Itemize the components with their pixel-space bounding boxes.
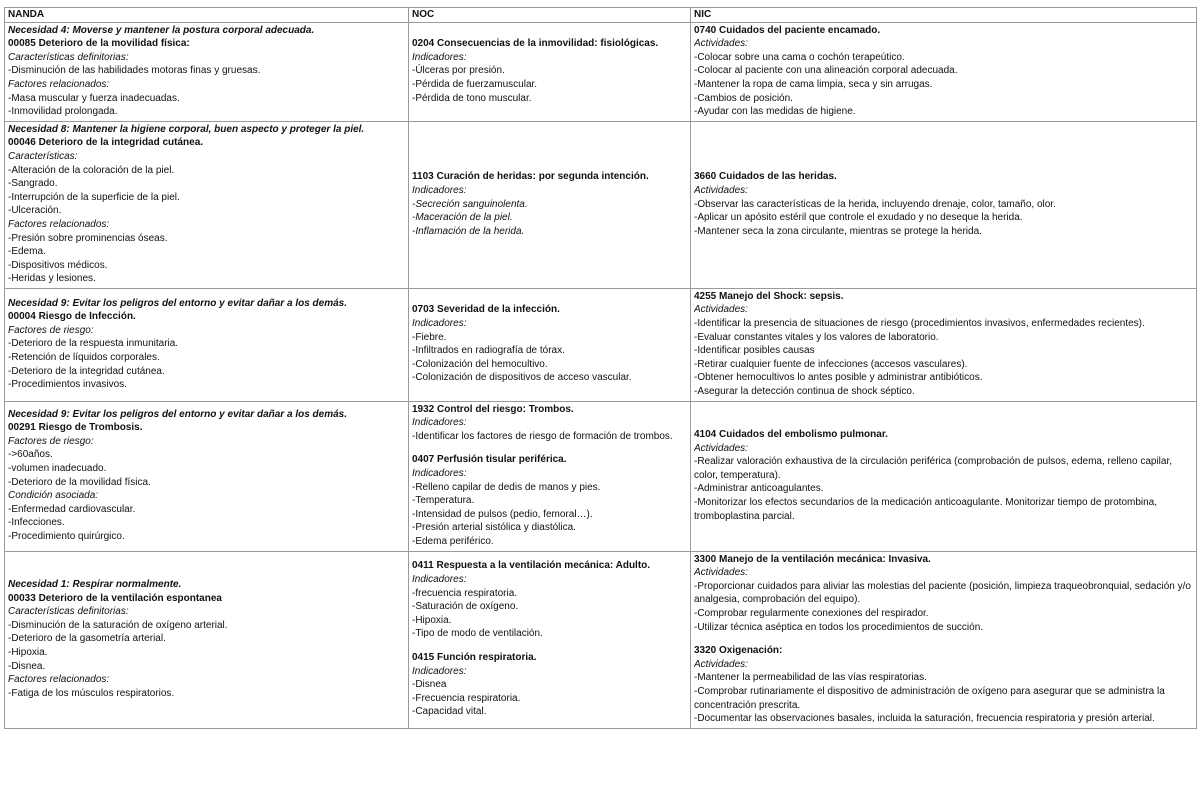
list-item: -Frecuencia respiratoria. [412,692,521,704]
list-item: -Presión arterial sistólica y diastólica. [412,522,576,534]
header-nanda: NANDA [5,8,409,23]
diagnosis-title: 00004 Riesgo de Infección. [8,311,136,323]
list-item: -Capacidad vital. [412,706,487,718]
list-item: -Disminución de la saturación de oxígeno arterial. [8,619,228,631]
activities-label: Actividades: [694,304,748,316]
list-item: -Comprobar regularmente conexiones del respirador. [694,607,929,619]
list-item: -Enfermedad cardiovascular. [8,503,136,515]
list-item: ->60años. [8,449,53,461]
list-item: -Maceración de la piel. [412,212,513,224]
indicators-label: Indicadores: [412,468,467,479]
need-heading: Necesidad 1: Respirar normalmente. [8,578,182,590]
list-item: -Evaluar constantes vitales y los valores de laboratorio. [694,331,939,343]
group-label: Características definitorias: [8,51,129,63]
need-heading: Necesidad 9: Evitar los peligros del entorno y evitar dañar a los demás. [8,408,348,420]
list-item: -Alteración de la coloración de la piel. [8,164,175,176]
list-item: -Mantener seca la zona circulante, mientras se protege la herida. [694,225,982,237]
indicators-label: Indicadores: [412,417,467,429]
list-item: -Dispositivos médicos. [8,259,108,271]
nanda-cell [5,288,409,401]
list-item: -Documentar las observaciones basales, incluida la saturación, frecuencia respiratoria y presión arterial. [694,713,1155,725]
list-item: -Colonización de dispositivos de acceso vascular. [412,372,632,384]
intervention-title: 3320 Oxigenación: [694,645,783,657]
noc-cell [409,22,691,121]
group-label: Características definitorias: [8,606,129,618]
noc-cell [409,121,691,288]
outcome-title: 1103 Curación de heridas: por segunda intención. [412,171,649,183]
table-row [5,288,1197,401]
diagnosis-title: 00033 Deterioro de la ventilación espontanea [8,592,222,604]
list-item: -Mantener la ropa de cama limpia, seca y sin arrugas. [694,78,933,90]
nic-cell [691,22,1197,121]
list-item: -Identificar posibles causas [694,345,815,357]
intervention-title: 4104 Cuidados del embolismo pulmonar. [694,429,888,441]
list-item: -Saturación de oxígeno. [412,601,519,613]
list-item: -Mantener la permeabilidad de las vías respiratorias. [694,672,927,684]
list-item: -Retención de líquidos corporales. [8,352,160,364]
outcome-title: 1932 Control del riesgo: Trombos. [412,403,574,415]
list-item: -Inmovilidad prolongada. [8,106,118,118]
list-item: -Fatiga de los músculos respiratorios. [8,687,175,699]
list-item: -Ayudar con las medidas de higiene. [694,106,856,118]
activities-label: Actividades: [694,658,748,670]
table-row [5,121,1197,288]
group-label: Factores relacionados: [8,674,110,686]
indicators-label: Indicadores: [412,318,467,330]
group-label: Factores relacionados: [8,218,110,230]
list-item: -Colonización del hemocultivo. [412,358,548,370]
list-item: -Heridas y lesiones. [8,273,96,285]
activities-label: Actividades: [694,38,748,50]
list-item: -Úlceras por presión. [412,65,505,77]
noc-cell [409,551,691,728]
intervention-title: 3300 Manejo de la ventilación mecánica: Invasiva. [694,553,931,565]
nanda-cell [5,401,409,551]
list-item: -Identificar la presencia de situaciones de riesgo (procedimientos invasivos, enfermedades recientes). [694,318,1145,330]
outcome-title: 0703 Severidad de la infección. [412,304,560,316]
list-item: -Interrupción de la superficie de la piel. [8,191,180,203]
intervention-title: 4255 Manejo del Shock: sepsis. [694,290,844,302]
indicators-label: Indicadores: [412,665,467,677]
list-item: -Aplicar un apósito estéril que controle el exudado y no deseque la herida. [694,212,1023,224]
list-item: -Intensidad de pulsos (pedio, femoral…). [412,508,593,520]
table-row [5,551,1197,728]
intervention-title: 3660 Cuidados de las heridas. [694,171,837,183]
diagnosis-title: 00085 Deterioro de la movilidad física: [8,38,190,50]
list-item: -Procedimientos invasivos. [8,379,127,391]
list-item: -Pérdida de fuerzamuscular. [412,78,538,90]
list-item: -Ulceración. [8,205,62,217]
list-item: -Temperatura. [412,495,475,507]
list-item: -Observar las características de la herida, incluyendo drenaje, color, tamaño, olor. [694,198,1056,210]
list-item: -Hipoxia. [412,614,452,626]
group-label: Factores de riesgo: [8,435,94,447]
nanda-cell [5,551,409,728]
list-item: -Tipo de modo de ventilación. [412,628,543,640]
list-item: -Disminución de las habilidades motoras finas y gruesas. [8,65,261,77]
nic-cell [691,401,1197,551]
list-item: -Proporcionar cuidados para aliviar las molestias del paciente (posición, limpieza traqueobronquial, sedación y/o analgesia, comprobación del equipo). [694,580,1191,606]
outcome-title: 0411 Respuesta a la ventilación mecánica: Adulto. [412,560,651,572]
outcome-title: 0415 Función respiratoria. [412,651,537,663]
nanda-cell [5,121,409,288]
list-item: -Pérdida de tono muscular. [412,92,532,104]
list-item: -Retirar cualquier fuente de infecciones (accesos vasculares). [694,358,968,370]
list-item: -Deterioro de la integridad cutánea. [8,365,165,377]
list-item: -Sangrado. [8,178,58,190]
list-item: -Edema. [8,246,46,258]
list-item: -Hipoxia. [8,646,48,658]
list-item: -Deterioro de la movilidad física. [8,476,151,488]
header-row [5,8,1197,23]
indicators-label: Indicadores: [412,51,467,63]
spacer [412,443,687,453]
spacer [694,634,1193,644]
list-item: -Deterioro de la respuesta inmunitaria. [8,338,179,350]
nic-cell [691,121,1197,288]
list-item: -Obtener hemocultivos lo antes posible y administrar antibióticos. [694,372,983,384]
nanda-cell [5,22,409,121]
group-label: Condición asociada: [8,490,99,502]
list-item: -Colocar al paciente con una alineación corporal adecuada. [694,65,958,77]
list-item: -Asegurar la detección continua de shock séptico. [694,386,915,398]
header-nic: NIC [691,8,1197,23]
list-item: -Monitorizar los efectos secundarios de la medicación anticoagulante. Monitorizar tiempo de protombina, tromboplastina parcial. [694,496,1158,522]
group-label: Factores de riesgo: [8,324,94,336]
indicators-label: Indicadores: [412,184,467,196]
list-item: -Presión sobre prominencias óseas. [8,232,168,244]
table-row [5,401,1197,551]
list-item: -Disnea. [8,660,46,672]
indicators-label: Indicadores: [412,573,467,585]
nic-cell [691,551,1197,728]
list-item: -Colocar sobre una cama o cochón terapeútico. [694,51,905,63]
noc-cell [409,401,691,551]
list-item: -Deterioro de la gasometría arterial. [8,633,166,645]
list-item: -Infecciones. [8,517,65,529]
diagnosis-title: 00291 Riesgo de Trombosis. [8,422,143,434]
list-item: -Administrar anticoagulantes. [694,483,824,495]
list-item: -Utilizar técnica aséptica en todos los procedimientos de succión. [694,621,984,633]
list-item: -Comprobar rutinariamente el dispositivo de administración de oxígeno para asegurar que se administra la concentración prescrita. [694,685,1165,711]
activities-label: Actividades: [694,442,748,454]
list-item: -Masa muscular y fuerza inadecuadas. [8,92,180,104]
list-item: -Fiebre. [412,331,447,343]
activities-label: Actividades: [694,567,748,579]
intervention-title: 0740 Cuidados del paciente encamado. [694,24,881,36]
outcome-title: 0204 Consecuencias de la inmovilidad: fisiológicas. [412,38,659,50]
list-item: -Cambios de posición. [694,92,793,104]
noc-cell [409,288,691,401]
list-item: -Secreción sanguinolenta. [412,198,528,210]
list-item: -Infiltrados en radiografía de tórax. [412,345,565,357]
list-item: -Relleno capilar de dedis de manos y pies. [412,481,601,493]
list-item: -frecuencia respiratoria. [412,587,518,599]
group-label: Factores relacionados: [8,78,110,90]
activities-label: Actividades: [694,184,748,196]
list-item: -Realizar valoración exhaustiva de la circulación periférica (comprobación de pulsos, edema, relleno capilar, color, temperatura). [694,456,1173,481]
list-item: -Edema periférico. [412,535,494,547]
list-item: -Identificar los factores de riesgo de formación de trombos. [412,430,673,442]
list-item: -volumen inadecuado. [8,463,107,474]
need-heading: Necesidad 8: Mantener la higiene corporal, buen aspecto y proteger la piel. [8,123,365,135]
care-plan-table [4,7,1197,729]
diagnosis-title: 00046 Deterioro de la integridad cutánea. [8,137,204,149]
header-noc: NOC [409,8,691,23]
outcome-title: 0407 Perfusión tisular periférica. [412,454,567,466]
group-label: Características: [8,150,78,162]
nic-cell [691,288,1197,401]
list-item: -Procedimiento quirúrgico. [8,530,125,542]
list-item: -Disnea [412,679,447,691]
need-heading: Necesidad 4: Moverse y mantener la postura corporal adecuada. [8,24,315,36]
table-row [5,22,1197,121]
list-item: -Inflamación de la herida. [412,225,525,237]
need-heading: Necesidad 9: Evitar los peligros del entorno y evitar dañar a los demás. [8,297,348,309]
spacer [412,641,687,651]
